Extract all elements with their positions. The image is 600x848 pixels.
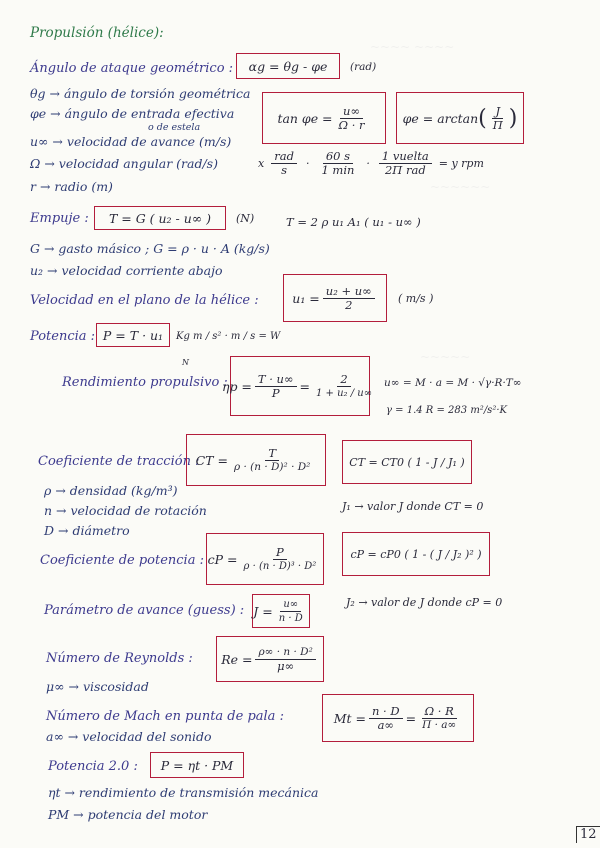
efficiency-equals: = bbox=[299, 378, 311, 394]
efficiency-fraction bbox=[255, 373, 297, 400]
power-coef-fraction bbox=[241, 546, 320, 573]
efficiency-formula-box bbox=[221, 356, 373, 416]
power-label: Potencia : bbox=[30, 329, 96, 344]
page-title: Propulsión (hélice): bbox=[30, 25, 164, 41]
power2-formula-box bbox=[150, 752, 244, 778]
thrust-unit: (N) bbox=[236, 212, 255, 225]
conversion-60s: 60 s bbox=[323, 150, 353, 164]
mach-tip-denominator: a∞ bbox=[377, 717, 395, 732]
tan-denominator: Ω · r bbox=[338, 117, 365, 132]
bleed-through-text: ~~~~ ~~~~ bbox=[370, 40, 455, 54]
power-formula-box bbox=[96, 323, 170, 347]
mach-tip-denominator-2: Π · a∞ bbox=[422, 718, 457, 731]
tan-numerator: u∞ bbox=[340, 105, 363, 119]
bleed-through-text: ~~~~~~ bbox=[430, 180, 491, 194]
attack-formula-box bbox=[236, 53, 340, 79]
advance-formula-box bbox=[252, 594, 310, 628]
mach-tip-fraction-2 bbox=[419, 705, 459, 732]
r-definition: r → radio (m) bbox=[30, 179, 113, 194]
theta-definition: θg → ángulo de torsión geométrica bbox=[30, 86, 251, 101]
tan-fraction bbox=[336, 105, 368, 132]
efficiency-numerator: T · u∞ bbox=[255, 373, 297, 387]
arctan-denominator: Π bbox=[492, 117, 503, 132]
j2-definition: J₂ → valor de J donde cP = 0 bbox=[346, 596, 503, 609]
traction-numerator: T bbox=[265, 447, 279, 461]
attack-unit: (rad) bbox=[350, 61, 377, 73]
mach-relation: u∞ = M · a = M · √γ·R·T∞ bbox=[384, 377, 522, 389]
power2-label: Potencia 2.0 : bbox=[48, 759, 138, 774]
traction-alternative: CT = CT0 ( 1 - J / J₁ ) bbox=[349, 455, 465, 469]
mass-flow-definition: G → gasto másico ; G = ρ · u · A (kg/s) bbox=[30, 241, 270, 256]
d-definition: D → diámetro bbox=[44, 523, 130, 538]
power-coef-denominator: ρ · (n · D)³ · D² bbox=[243, 560, 317, 572]
mach-tip-label: Número de Mach en punta de pala : bbox=[46, 709, 284, 724]
eta-definition: ηt → rendimiento de transmisión mecánica bbox=[48, 785, 319, 800]
conversion-1min: 1 min bbox=[321, 163, 355, 177]
tan-formula-box bbox=[262, 92, 386, 144]
tan-lhs: tan φe = bbox=[277, 110, 333, 126]
mach-tip-numerator-2: Ω · R bbox=[422, 705, 457, 719]
advance-numerator: u∞ bbox=[280, 598, 301, 612]
phi-definition: φe → ángulo de entrada efectiva bbox=[30, 106, 235, 121]
reynolds-numerator: ρ∞ · n · D² bbox=[255, 646, 315, 660]
arctan-numerator: J bbox=[492, 105, 503, 119]
conversion-rad: rad bbox=[271, 150, 297, 164]
advance-lhs: J = bbox=[253, 603, 273, 619]
pm-definition: PM → potencia del motor bbox=[48, 807, 208, 822]
traction-formula-box bbox=[186, 434, 326, 486]
conversion-s: s bbox=[281, 163, 288, 177]
velocity-lhs: u₁ = bbox=[292, 290, 320, 306]
efficiency-numerator-2: 2 bbox=[337, 373, 350, 387]
gas-constants: γ = 1.4 R = 283 m²/s²·K bbox=[386, 405, 507, 416]
power-n-mark: N bbox=[182, 358, 189, 367]
arctan-fraction bbox=[490, 105, 506, 132]
sound-speed-definition: a∞ → velocidad del sonido bbox=[46, 729, 212, 744]
conversion-2pi-rad: 2Π rad bbox=[384, 163, 426, 177]
mach-tip-equals: = bbox=[405, 710, 417, 726]
n-definition: n → velocidad de rotación bbox=[44, 503, 207, 518]
page-number: 12 bbox=[576, 826, 600, 843]
j1-definition: J₁ → valor J donde CT = 0 bbox=[342, 500, 484, 513]
conversion-vuelta: 1 vuelta bbox=[379, 150, 432, 164]
advance-fraction bbox=[276, 598, 306, 625]
velocity-unit: ( m/s ) bbox=[398, 292, 434, 305]
mach-tip-fraction bbox=[369, 705, 403, 732]
traction-lhs: CT = bbox=[195, 452, 228, 468]
conversion-result: = y rpm bbox=[438, 156, 484, 170]
efficiency-denominator: P bbox=[271, 385, 280, 400]
velocity-numerator: u₂ + u∞ bbox=[323, 285, 375, 299]
power-coef-formula-box bbox=[206, 533, 324, 585]
power-formula: P = T · u₁ bbox=[102, 327, 164, 343]
thrust-formula: T = G ( u₂ - u∞ ) bbox=[108, 210, 212, 226]
efficiency-denominator-2: 1 + u₂ / u∞ bbox=[316, 387, 373, 399]
reynolds-fraction bbox=[255, 646, 315, 673]
mach-tip-lhs: Mt = bbox=[333, 710, 366, 726]
advance-label: Parámetro de avance (guess) : bbox=[44, 603, 245, 618]
u2-definition: u₂ → velocidad corriente abajo bbox=[30, 263, 223, 278]
efficiency-label: Rendimiento propulsivo : bbox=[62, 375, 228, 390]
bleed-through-text: ~~~~~ bbox=[420, 350, 471, 364]
omega-definition: Ω → velocidad angular (rad/s) bbox=[30, 156, 218, 171]
power-coef-alternative: cP = cP0 ( 1 - ( J / J₂ )² ) bbox=[350, 547, 482, 561]
mach-tip-numerator: n · D bbox=[369, 705, 403, 719]
phi-definition-note: o de estela bbox=[148, 122, 201, 133]
arctan-formula-box: φe = arctan ( $\frac{J}{\Pi}$ ) bbox=[396, 92, 524, 144]
velocity-fraction bbox=[323, 285, 375, 312]
attack-formula: αg = θg - φe bbox=[248, 58, 328, 74]
advance-denominator: n · D bbox=[278, 612, 303, 624]
efficiency-lhs: ηp = bbox=[221, 378, 252, 394]
power-coef-lhs: cP = bbox=[207, 551, 238, 567]
viscosity-definition: μ∞ → viscosidad bbox=[46, 679, 149, 694]
power-coef-alt-box bbox=[342, 532, 490, 576]
reynolds-lhs: Re = bbox=[221, 651, 253, 667]
thrust-formula-box bbox=[94, 206, 226, 230]
thrust-alternative: T = 2 ρ u₁ A₁ ( u₁ - u∞ ) bbox=[286, 215, 421, 229]
thrust-label: Empuje : bbox=[30, 211, 89, 226]
power2-formula: P = ηt · PM bbox=[160, 757, 234, 773]
traction-denominator: ρ · (n · D)² · D² bbox=[233, 460, 311, 473]
rho-definition: ρ → densidad (kg/m³) bbox=[44, 483, 178, 498]
conversion-60s-min bbox=[318, 150, 357, 177]
arctan-lhs: φe = arctan bbox=[402, 110, 479, 126]
traction-label: Coeficiente de tracción : bbox=[38, 454, 200, 469]
velocity-denominator: 2 bbox=[345, 297, 353, 312]
efficiency-fraction-2 bbox=[313, 373, 375, 400]
reynolds-label: Número de Reynolds : bbox=[46, 651, 193, 666]
power-coef-numerator: P bbox=[273, 546, 287, 560]
velocity-label: Velocidad en el plano de la hélice : bbox=[30, 293, 259, 308]
conversion-rad-s bbox=[271, 150, 297, 177]
conversion-vuelta-rad bbox=[379, 150, 432, 177]
reynolds-denominator: μ∞ bbox=[277, 658, 295, 673]
traction-alt-box bbox=[342, 440, 472, 484]
uinf-definition: u∞ → velocidad de avance (m/s) bbox=[30, 134, 232, 149]
rpm-conversion: x $\frac{\text{rad}}{s}$ · $\frac{60 s}{1 \min}$ · $\frac{\text{1 vuelta}}{\text{2Π rad}}$ = y rpm bbox=[258, 149, 484, 177]
velocity-formula-box bbox=[283, 274, 387, 322]
reynolds-formula-box bbox=[216, 636, 324, 682]
power-units: Kg m / s² · m / s = W bbox=[176, 331, 281, 342]
power-coef-label: Coeficiente de potencia : bbox=[40, 553, 204, 568]
attack-label: Ángulo de ataque geométrico : bbox=[30, 61, 234, 76]
mach-tip-formula-box bbox=[322, 694, 474, 742]
conversion-multiply: x bbox=[258, 156, 265, 170]
traction-fraction bbox=[231, 447, 313, 474]
